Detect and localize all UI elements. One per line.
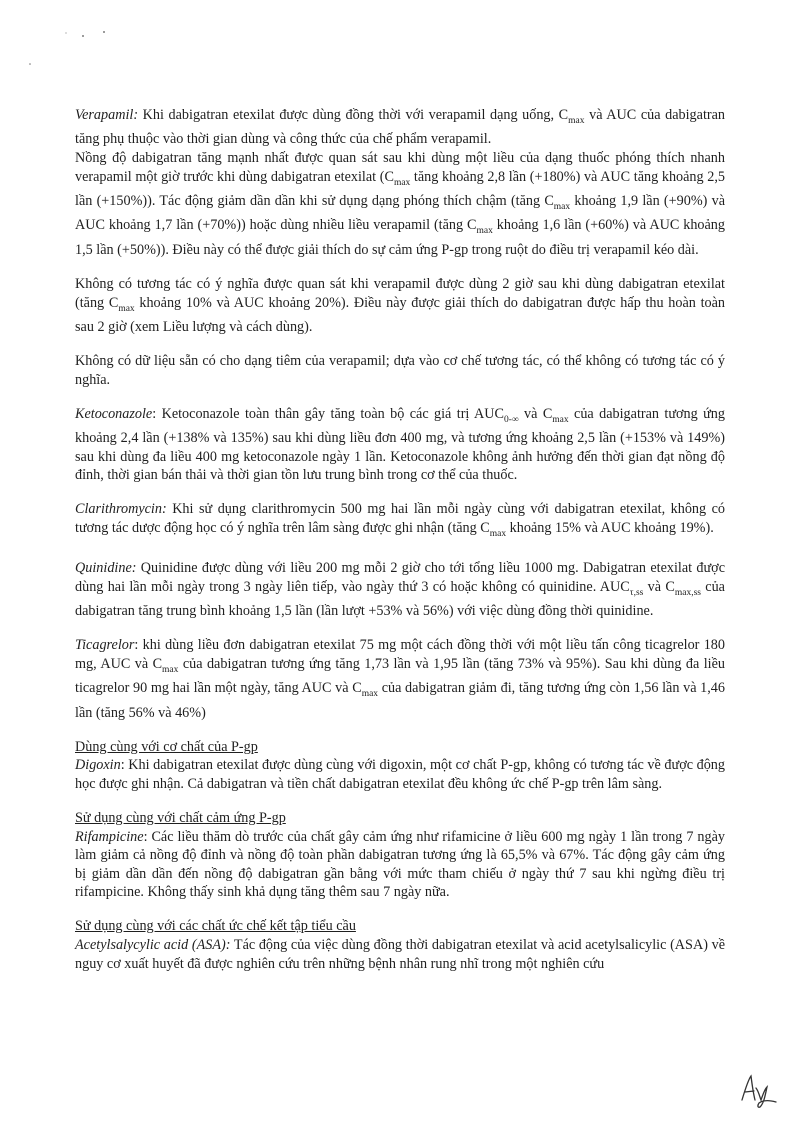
paragraph-text: của dabigatran tương ứng khoảng 2,4 lần (+138% và 135%) sau khi dùng liều đơn 400 mg, và tương ứng khoảng 2,5 lần (+153% và 149%) sau khi dùng đa liều 400 mg ketoconazole ngày 1 lần. Ketoconazole không ảnh hưởng đến thời gian đạt nồng độ đỉnh, thời gian bán thải và thời gian tồn lưu trung bình trong cơ thể của thuốc. xyxy=(75,405,725,484)
paragraph-text: Nồng độ dabigatran tăng mạnh nhất được quan sát sau khi dùng một liều của dạng thuốc phóng thích nhanh verapamil một giờ trước khi dùng dabigatran etexilat (C xyxy=(75,150,725,185)
drug-name-label: Digoxin xyxy=(75,757,121,774)
paragraph-text: và AUC của dabigatran tăng phụ thuộc vào thời gian dùng và công thức của chế phẩm verapamil. xyxy=(75,107,726,148)
subscript: max xyxy=(552,414,569,425)
subscript: 0-∞ xyxy=(503,414,519,425)
paragraph-text: : Các liều thăm dò trước của chất gây cảm ứng như rifamicine ở liều 600 mg ngày 1 lần trong 7 ngày làm giảm cả nồng độ đỉnh và nồng độ toàn phần dabigatran tương ứng là 65,5% và 67%. Tác động gây cảm ứng bị giảm dần dần đến nồng độ dabigatran gần bằng với mức tham chiếu ở ngày thứ 7 sau khi ngừng điều trị rifampicine. Không thấy sinh khả dụng tăng thêm sau 7 ngày nữa. xyxy=(75,828,725,901)
section-heading: Sử dụng cùng với chất cảm ứng P-gp xyxy=(75,809,286,826)
drug-name-label: Acetylsalycylic acid (ASA): xyxy=(75,936,231,953)
paragraph-text: khoảng 1,9 lần (+90%) và AUC khoảng 1,7 lần (+70%)) hoặc dùng nhiều liều verapamil (tăng C xyxy=(75,193,725,234)
paragraph-verapamil-injection xyxy=(75,352,725,389)
paragraph-text: của dabigatran tăng trung bình khoảng 1,5 lần (lần lượt +53% và 56%) với việc dùng đồng thời quinidine. xyxy=(75,578,725,619)
scan-specks xyxy=(0,0,800,80)
drug-name-label: Quinidine: xyxy=(75,559,137,576)
paragraph-text: tăng khoảng 2,8 lần (+180%) và AUC tăng khoảng 2,5 lần (+150%)). Tác động giảm dần dần khi sử dụng dạng phóng thích chậm (tăng C xyxy=(75,168,725,210)
paragraph-ticagrelor xyxy=(75,636,725,722)
paragraph-text: : Khi dabigatran etexilat được dùng cùng với digoxin, một cơ chất P-gp, không có tương tác về được động học được ghi nhận. Cả dabigatran và tiền chất dabigatran etexilat đều không ức chế P-gp trên lâm sàng. xyxy=(75,757,725,792)
drug-name-label: Ticagrelor xyxy=(75,637,135,654)
paragraph-clarithromycin xyxy=(75,500,725,543)
subscript: τ,ss xyxy=(629,587,644,598)
document-body xyxy=(75,106,725,989)
paragraph-text: : khi dùng liều đơn dabigatran etexilat 75 mg một cách đồng thời với một liều tấn công ticagrelor 180 mg, AUC và C xyxy=(75,637,725,672)
section-heading: Dùng cùng với cơ chất của P-gp xyxy=(75,738,258,755)
subscript: max xyxy=(489,528,507,539)
paragraph-text: Khi dabigatran etexilat được dùng đồng thời với verapamil dạng uống, C xyxy=(138,107,569,123)
paragraph-rifampicine xyxy=(75,809,725,902)
paragraph-text: : Ketoconazole toàn thân gây tăng toàn bộ các giá trị AUC xyxy=(152,405,504,422)
drug-name-label: Clarithromycin: xyxy=(75,501,167,518)
paragraph-quinidine xyxy=(75,559,725,621)
section-heading: Sử dụng cùng với các chất ức chế kết tập tiểu cầu xyxy=(75,918,356,935)
paragraph-text: và C xyxy=(643,578,675,595)
subscript: max,ss xyxy=(674,587,701,598)
subscript: max xyxy=(162,664,179,675)
paragraph-text: khoảng 10% và AUC khoảng 20%). Điều này được giải thích do dabigatran được hấp thu hoàn toàn sau 2 giờ (xem Liều lượng và cách dùng). xyxy=(75,294,725,335)
handwritten-initials-signature xyxy=(738,1070,780,1110)
subscript: max xyxy=(393,177,411,188)
subscript: max xyxy=(476,226,493,237)
subscript: max xyxy=(361,688,379,699)
paragraph-ketoconazole xyxy=(75,405,725,485)
subscript: max xyxy=(553,201,571,212)
paragraph-verapamil-2h xyxy=(75,275,725,337)
paragraph-text: khoảng 15% và AUC khoảng 19%). xyxy=(506,520,714,537)
paragraph-text: Không có dữ liệu sẵn có cho dạng tiêm của verapamil; dựa vào cơ chế tương tác, có thể không có tương tác có ý nghĩa. xyxy=(75,353,725,388)
paragraph-text: Khi sử dụng clarithromycin 500 mg hai lần mỗi ngày cùng với dabigatran etexilat, không có tương tác dược động học có ý nghĩa trên lâm sàng được ghi nhận (tăng C xyxy=(75,501,725,537)
paragraph-text: khoảng 1,6 lần (+60%) và AUC khoảng 1,5 lần (+50%)). Điều này có thể được giải thích do sự cảm ứng P-gp trong ruột do điều trị verapamil kéo dài. xyxy=(75,217,725,258)
drug-name-label: Rifampicine xyxy=(75,828,144,845)
drug-name-label: Verapamil: xyxy=(75,107,139,123)
drug-name-label: Ketoconazole xyxy=(75,405,153,422)
paragraph-text: Tác động của việc dùng đồng thời dabigatran etexilat và acid acetylsalicylic (ASA) về nguy cơ xuất huyết đã được nghiên cứu trên những bệnh nhân rung nhĩ trong một nghiên cứu xyxy=(75,936,725,972)
subscript: max xyxy=(118,303,135,314)
paragraph-text: Quinidine được dùng với liều 200 mg mỗi 2 giờ cho tới tổng liều 1000 mg. Dabigatran etexilat được dùng hai lần mỗi ngày trong 3 ngày liên tiếp, vào ngày thứ 3 có hoặc không có quinidine. AUC xyxy=(75,559,725,595)
paragraph-asa xyxy=(75,917,725,973)
paragraph-digoxin xyxy=(75,738,725,794)
paragraph-text: và C xyxy=(518,405,553,422)
paragraph-text: của dabigatran giảm đi, tăng tương ứng còn 1,56 lần và 1,46 lần (tăng 56% và 46%) xyxy=(75,680,725,721)
paragraph-text: của dabigatran tương ứng tăng 1,73 lần và 1,95 lần (tăng 73% và 95%). Sau khi dùng đa liều ticagrelor 90 mg hai lần một ngày, tăng AUC và C xyxy=(75,655,725,697)
subscript: max xyxy=(568,115,585,126)
paragraph-text: Không có tương tác có ý nghĩa được quan sát khi verapamil được dùng 2 giờ sau khi dùng dabigatran etexilat (tăng C xyxy=(75,275,725,311)
paragraph-verapamil xyxy=(75,106,725,259)
